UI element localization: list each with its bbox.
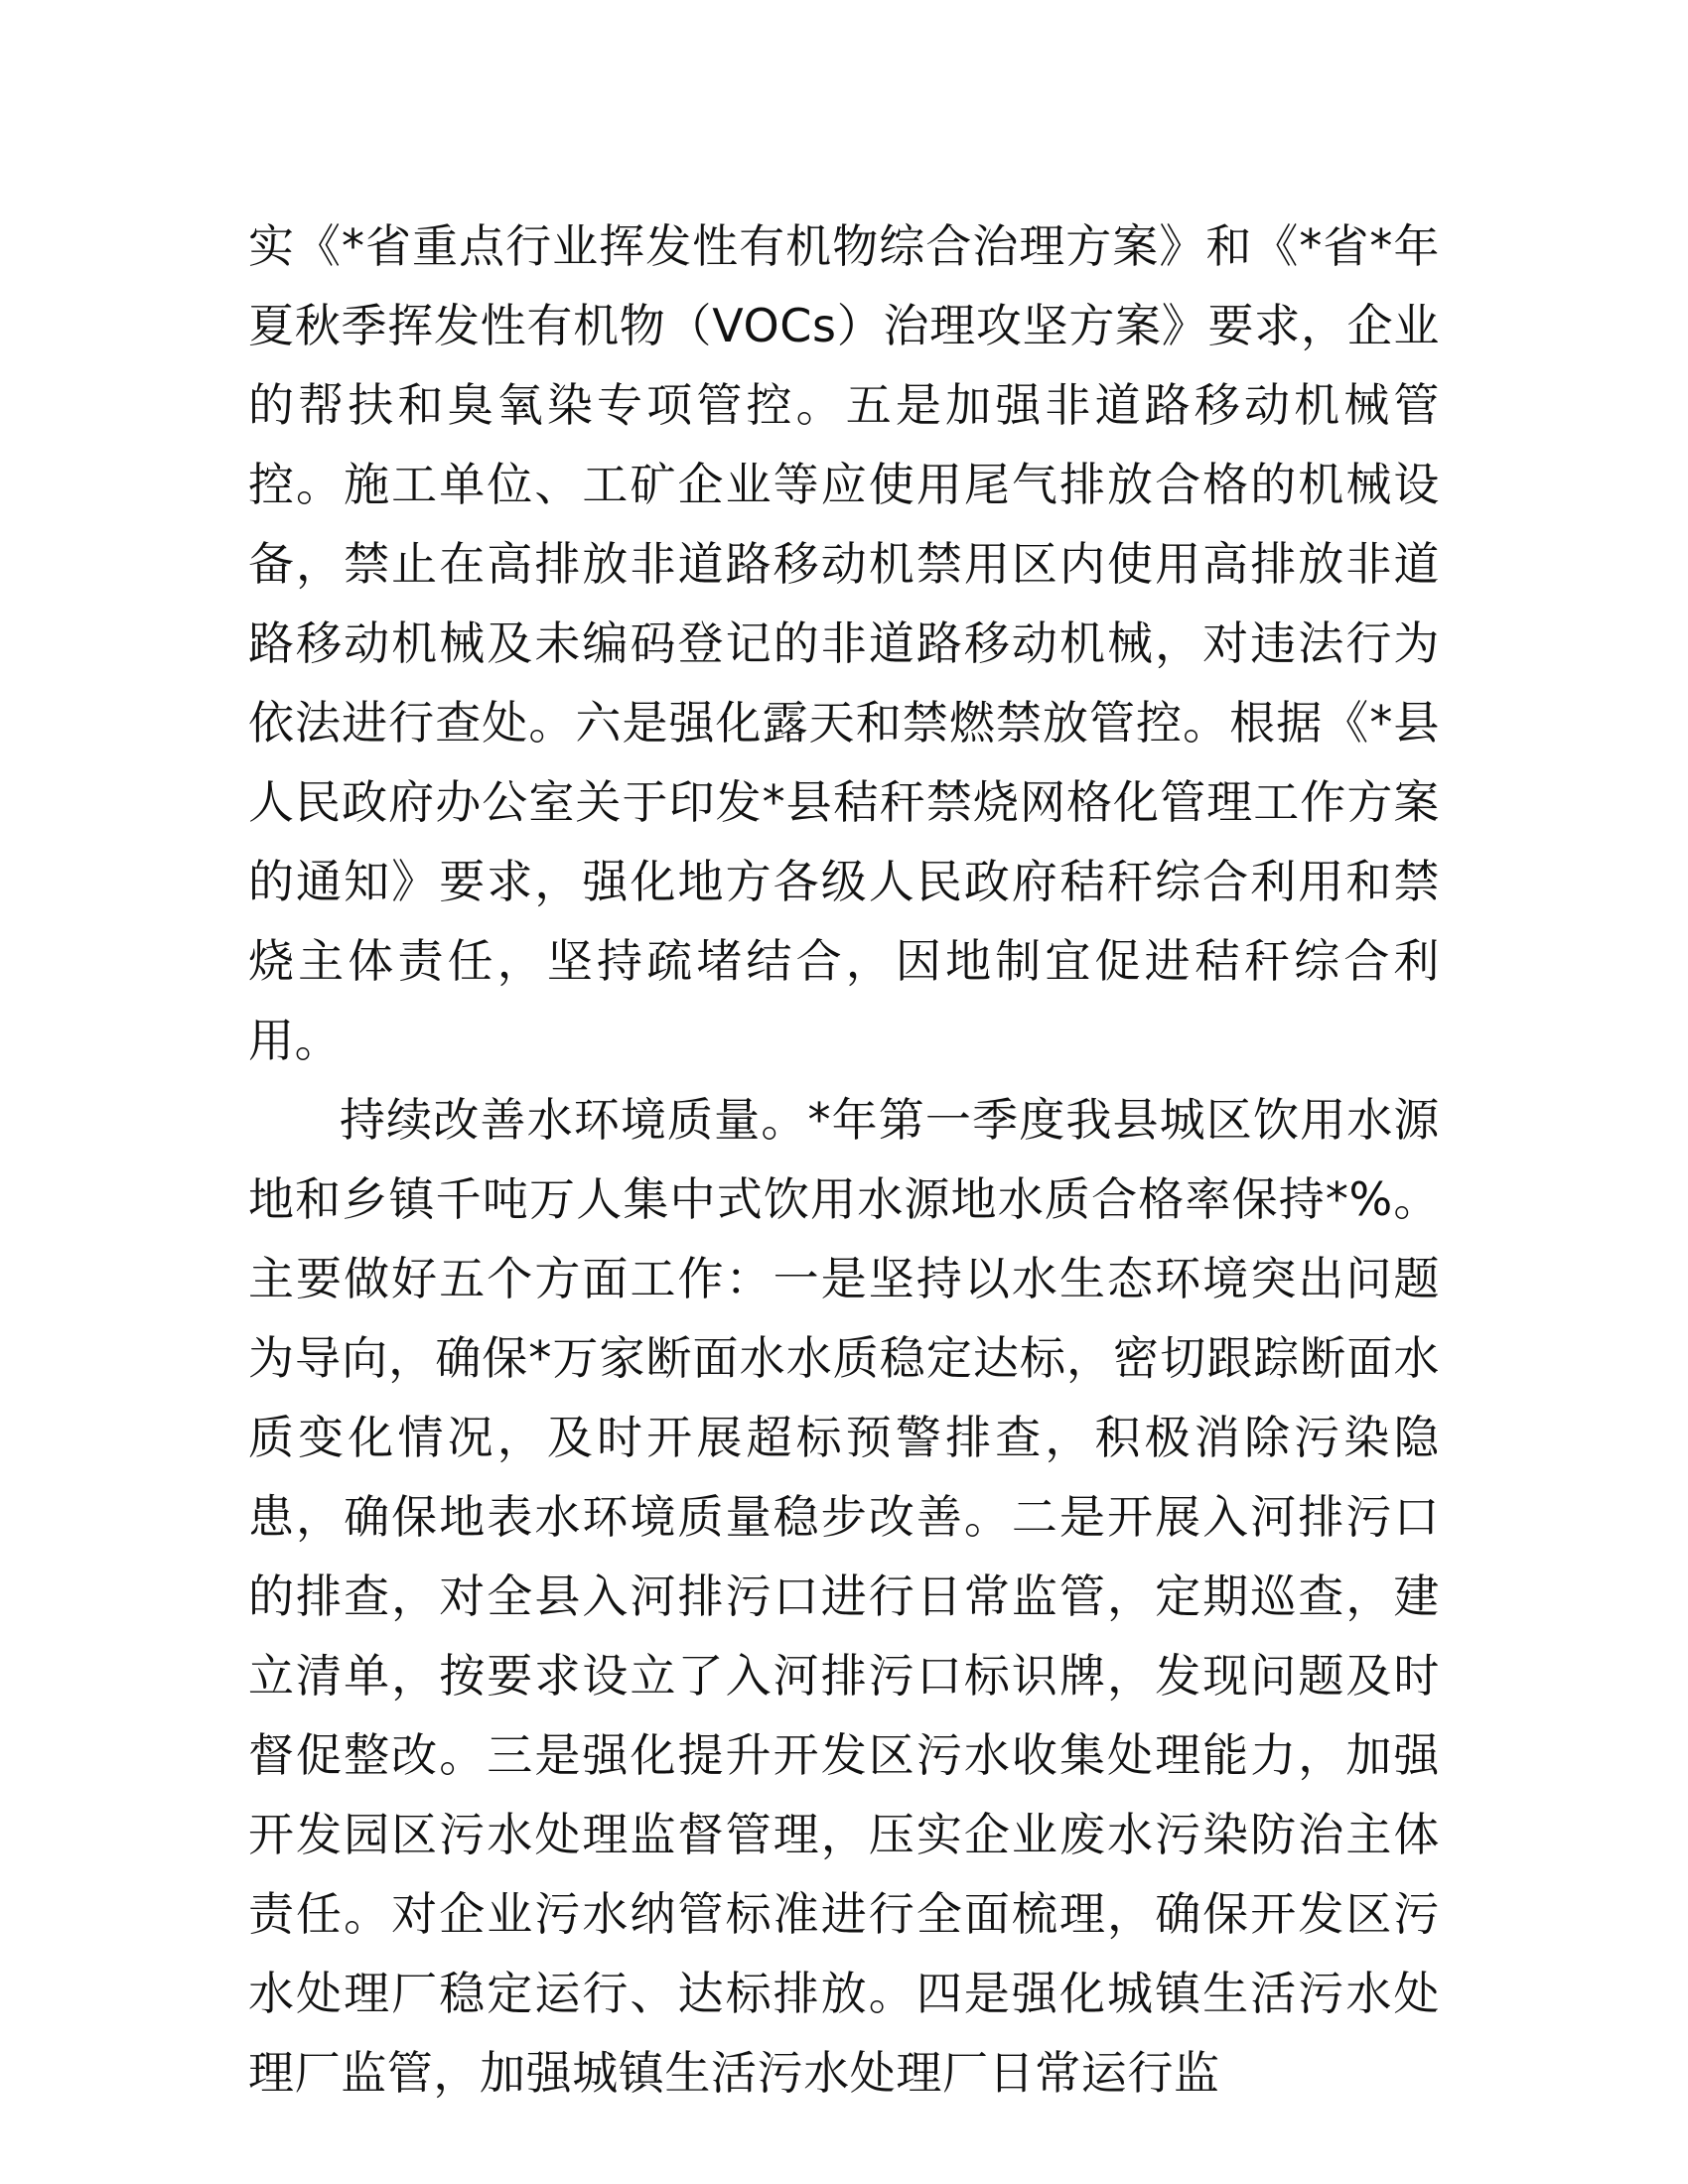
paragraph-water-quality: 持续改善水环境质量。*年第一季度我县城区饮用水源地和乡镇千吨万人集中式饮用水源地水质合格率保持*%。主要做好五个方面工作：一是坚持以水生态环境突出问题为导向，确保*万家断面水水质稳定达标，密切跟踪断面水质变化情况，及时开展超标预警排查，积极消除污染隐患，确保地表水环境质量稳步改善。二是开展入河排污口的排查，对全县入河排污口进行日常监管，定期巡查，建立清单，按要求设立了入河排污口标识牌，发现问题及时督促整改。三是强化提升开发区污水收集处理能力，加强开发园区污水处理监督管理，压实企业废水污染防治主体责任。对企业污水纳管标准进行全面梳理，确保开发区污水处理厂稳定运行、达标排放。四是强化城镇生活污水处理厂监管，加强城镇生活污水处理厂日常运行监	[248, 1093, 1440, 2100]
document-body	[248, 206, 1440, 2113]
paragraph-air-control: 实《*省重点行业挥发性有机物综合治理方案》和《*省*年夏秋季挥发性有机物（VOCs）治理攻坚方案》要求，企业的帮扶和臭氧染专项管控。五是加强非道路移动机械管控。施工单位、工矿企业等应使用尾气排放合格的机械设备，禁止在高排放非道路移动机禁用区内使用高排放非道路移动机械及未编码登记的非道路移动机械，对违法行为依法进行查处。六是强化露天和禁燃禁放管控。根据《*县人民政府办公室关于印发*县秸秆禁烧网格化管理工作方案的通知》要求，强化地方各级人民政府秸秆综合利用和禁烧主体责任，坚持疏堵结合，因地制宜促进秸秆综合利用。	[248, 219, 1440, 1067]
